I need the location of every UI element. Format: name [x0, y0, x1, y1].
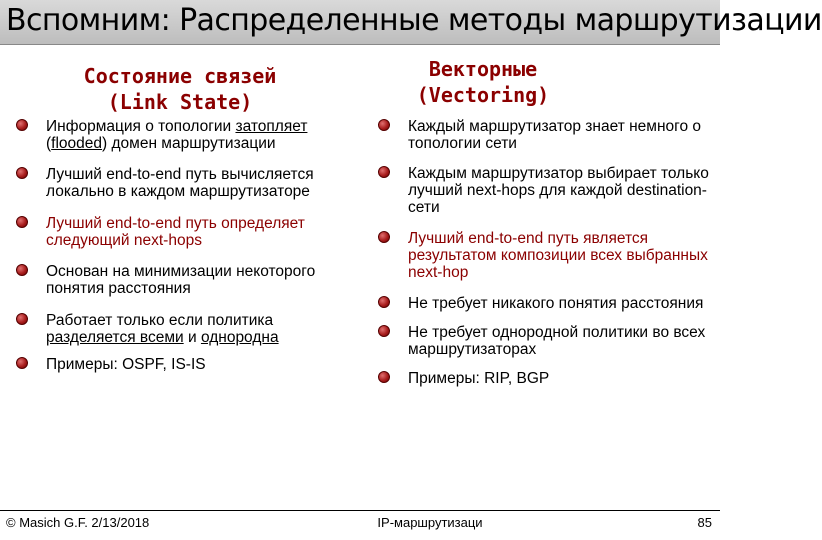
left-column-heading [30, 63, 330, 115]
list-item: Лучший end-to-end путь определяет следующий next-hops [16, 215, 338, 249]
list-item: Информация о топологии затопляет (flooded) домен маршрутизации [16, 118, 338, 152]
left-heading-line2: (Link State) [107, 90, 253, 114]
bullet-icon [378, 119, 390, 131]
left-bullet-list [16, 118, 338, 373]
list-item: Примеры: RIP, BGP [378, 370, 710, 387]
bullet-icon [16, 119, 28, 131]
right-heading-line1: Векторные [428, 57, 538, 81]
bullet-icon [378, 231, 390, 243]
bullet-icon [16, 167, 28, 179]
right-bullet-list [378, 118, 710, 387]
bullet-icon [16, 357, 28, 369]
list-item: Лучший end-to-end путь вычисляется локально в каждом маршрутизаторе [16, 166, 338, 200]
bullet-icon [16, 264, 28, 276]
bullet-icon [378, 371, 390, 383]
footer-course: IP-маршрутизаци [377, 515, 483, 530]
bullet-icon [16, 313, 28, 325]
list-item: Примеры: OSPF, IS-IS [16, 356, 338, 373]
list-item: Не требует никакого понятия расстояния [378, 295, 710, 312]
bullet-icon [378, 166, 390, 178]
right-heading-line2: (Vectoring) [416, 83, 550, 107]
list-item: Каждым маршрутизатор выбирает только лучший next-hops для каждой destination-сети [378, 165, 710, 216]
bullet-icon [16, 216, 28, 228]
list-item: Основан на минимизации некоторого понятия расстояния [16, 263, 338, 297]
right-column-heading [378, 56, 588, 108]
list-item: Лучший end-to-end путь является результатом композиции всех выбранных next-hop [378, 230, 710, 281]
footer-divider [0, 510, 720, 511]
bullet-icon [378, 296, 390, 308]
slide-title: Вспомним: Распределенные методы маршрутизации [6, 3, 822, 38]
footer-page-number: 85 [697, 515, 712, 530]
title-bar [0, 0, 822, 45]
list-item: Работает только если политика разделяется всеми и однородна [16, 312, 338, 346]
list-item: Не требует однородной политики во всех маршрутизаторах [378, 324, 710, 358]
left-heading-line1: Состояние связей [83, 64, 277, 88]
list-item: Каждый маршрутизатор знает немного о топологии сети [378, 118, 710, 152]
footer-copyright: © Masich G.F. 2/13/2018 [6, 515, 150, 530]
bullet-icon [378, 325, 390, 337]
